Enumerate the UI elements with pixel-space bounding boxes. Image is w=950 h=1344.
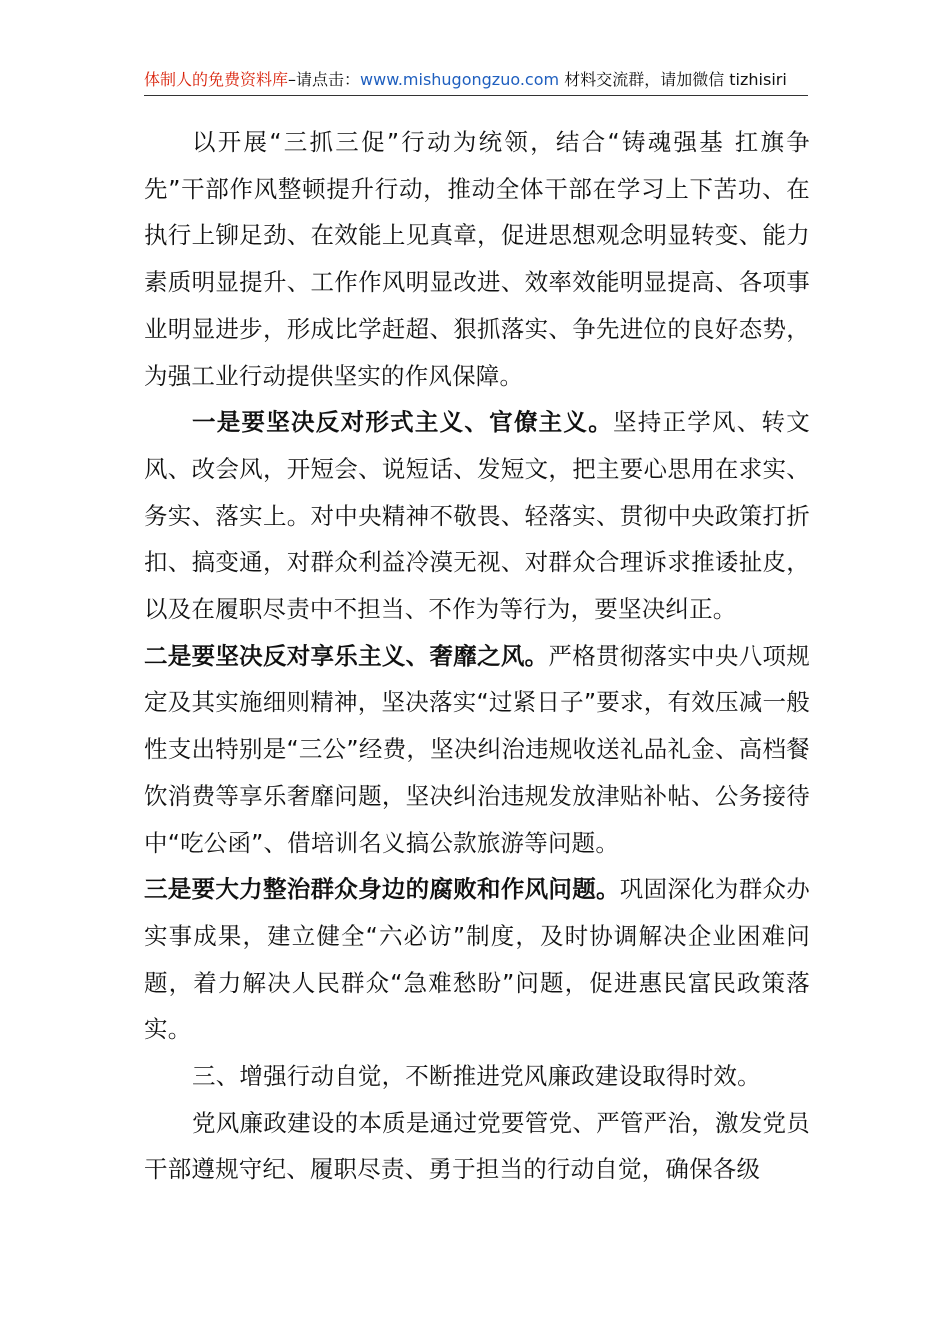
paragraph-4 (144, 866, 810, 1053)
paragraph-3-text: 严格贯彻落实中央八项规定及其实施细则精神，坚决落实“过紧日子”要求，有效压减一般性支出特别是“三公”经费，坚决纠治违规收送礼品礼金、高档餐饮消费等享乐奢靡问题，坚决纠治违规发放津贴补帖、公务接待中“吃公函”、借培训名义搞公款旅游等问题。 (144, 641, 810, 857)
paragraph-4-lead: 三是要大力整治群众身边的腐败和作风问题。 (144, 875, 620, 904)
section-heading: 三、增强行动自觉，不断推进党风廉政建设取得时效。 (192, 1062, 761, 1091)
paragraph-1: 以开展“三抓三促”行动为统领，结合“铸魂强基 扛旗争先”干部作风整顿提升行动，推动全体干部在学习上下苦功、在执行上铆足劲、在效能上见真章，促进思想观念明显转变、能力素质明显提升、工作作风明显改进、效率效能明显提高、各项事业明显进步，形成比学赶超、狠抓落实、争先进位的良好态势，为强工业行动提供坚实的作风保障。 (144, 128, 810, 390)
header-divider (144, 95, 808, 96)
header-brand: 体制人的免费资料库 (144, 70, 289, 89)
paragraph-2-lead: 一是要坚决反对形式主义、官僚主义。 (192, 408, 613, 437)
header-contact: 材料交流群，请加微信 tizhisiri (559, 70, 787, 89)
document-body (144, 119, 810, 1193)
paragraph-2 (144, 399, 810, 633)
paragraph-3-lead: 二是要坚决反对享乐主义、奢靡之风。 (144, 641, 549, 670)
page-header (144, 66, 808, 94)
paragraph-4-text: 巩固深化为群众办实事成果，建立健全“六必访”制度，及时协调解决企业困难问题，着力解决人民群众“急难愁盼”问题，促进惠民富民政策落实。 (144, 875, 811, 1044)
paragraph-2-text: 坚持正学风、转文风、改会风，开短会、说短话、发短文，把主要心思用在求实、务实、落实上。对中央精神不敬畏、轻落实、贯彻中央政策打折扣、搞变通，对群众利益冷漠无视、对群众合理诉求推诿扯皮，以及在履职尽责中不担当、不作为等行为，要坚决纠正。 (144, 408, 810, 624)
header-prompt: –请点击： (288, 70, 361, 89)
paragraph-6: 党风廉政建设的本质是通过党要管党、严管严治，激发党员干部遵规守纪、履职尽责、勇于担当的行动自觉，确保各级 (144, 1108, 810, 1184)
header-link[interactable]: www.mishugongzuo.com (360, 70, 560, 89)
paragraph-3 (144, 633, 810, 867)
